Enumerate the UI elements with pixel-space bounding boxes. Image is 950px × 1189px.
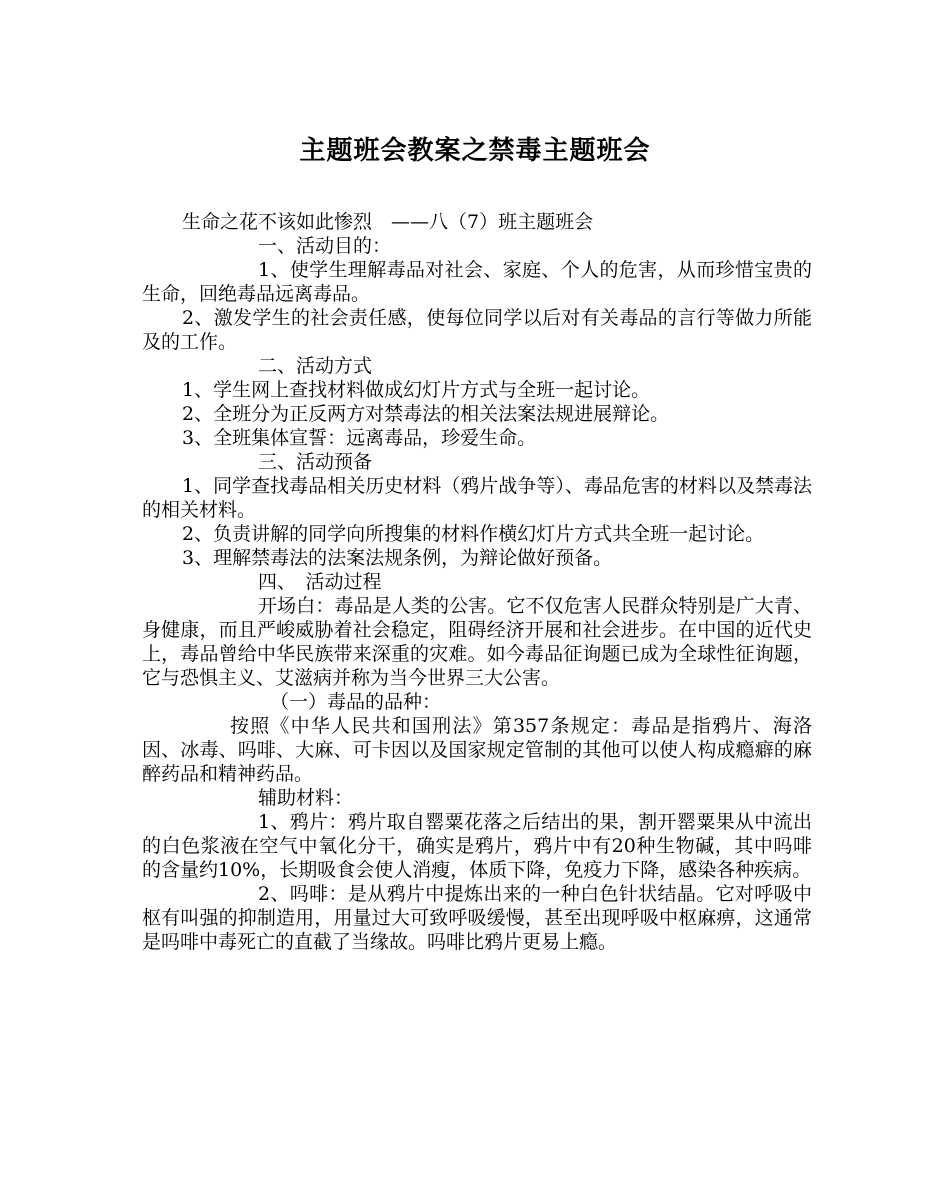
preparation-item-1: 1、同学查找毒品相关历史材料（鸦片战争等）、毒品危害的材料以及禁毒法的相关材料。 [142, 475, 812, 521]
document-body [142, 210, 812, 954]
supplementary-heading: 辅助材料： [258, 787, 354, 809]
purpose-item-2: 2、激发学生的社会责任感，使每位同学以后对有关毒品的言行等做力所能及的工作。 [142, 307, 812, 353]
document-title: 主题班会教案之禁毒主题班会 [299, 136, 651, 166]
method-item-3: 3、全班集体宣誓：远离毒品，珍爱生命。 [182, 427, 537, 449]
preparation-item-2: 2、负责讲解的同学向所搜集的材料作横幻灯片方式共全班一起讨论。 [182, 523, 765, 545]
supplementary-item-opium: 1、鸦片：鸦片取自罂粟花落之后结出的果，割开罂粟果从中流出的白色浆液在空气中氧化分干，确实是鸦片，鸦片中有20种生物碱，其中吗啡的含量约10%，长期吸食会使人消瘦，体质下降，免疫力下降，感染各种疾病。 [142, 811, 812, 881]
method-item-2: 2、全班分为正反两方对禁毒法的相关法案法规进展辩论。 [182, 403, 670, 425]
section-heading-purpose: 一、活动目的： [258, 235, 392, 257]
preparation-item-3: 3、理解禁毒法的法案法规条例，为辩论做好预备。 [182, 547, 613, 569]
drug-definition-paragraph: 按照《中华人民共和国刑法》第357条规定：毒品是指鸦片、海洛因、冰毒、吗啡、大麻、可卡因以及国家规定管制的其他可以使人构成瘾癖的麻醉药品和精神药品。 [142, 715, 812, 785]
section-heading-method: 二、活动方式 [258, 355, 373, 377]
supplementary-item-morphine: 2、吗啡：是从鸦片中提炼出来的一种白色针状结晶。它对呼吸中枢有叫强的抑制造用，用量过大可致呼吸缓慢，甚至出现呼吸中枢麻痹，这通常是吗啡中毒死亡的直截了当缘故。吗啡比鸦片更易上瘾。 [142, 883, 812, 953]
opening-remarks: 开场白：毒品是人类的公害。它不仅危害人民群众特别是广大青、身健康，而且严峻威胁着社会稳定，阻碍经济开展和社会进步。在中国的近代史上，毒品曾给中华民族带来深重的灾难。如今毒品征询题已成为全球性征询题，它与恐惧主义、艾滋病并称为当今世界三大公害。 [142, 595, 812, 689]
subsection-heading-drug-types: （一）毒品的品种： [270, 691, 442, 713]
method-item-1: 1、学生网上查找材料做成幻灯片方式与全班一起讨论。 [182, 379, 651, 401]
section-heading-process: 四、 活动过程 [258, 571, 382, 593]
subtitle-line: 生命之花不该如此惨烈 ——八（7）班主题班会 [182, 211, 594, 233]
purpose-item-1: 1、使学生理解毒品对社会、家庭、个人的危害，从而珍惜宝贵的生命，回绝毒品远离毒品。 [142, 259, 812, 305]
section-heading-preparation: 三、活动预备 [258, 451, 373, 473]
